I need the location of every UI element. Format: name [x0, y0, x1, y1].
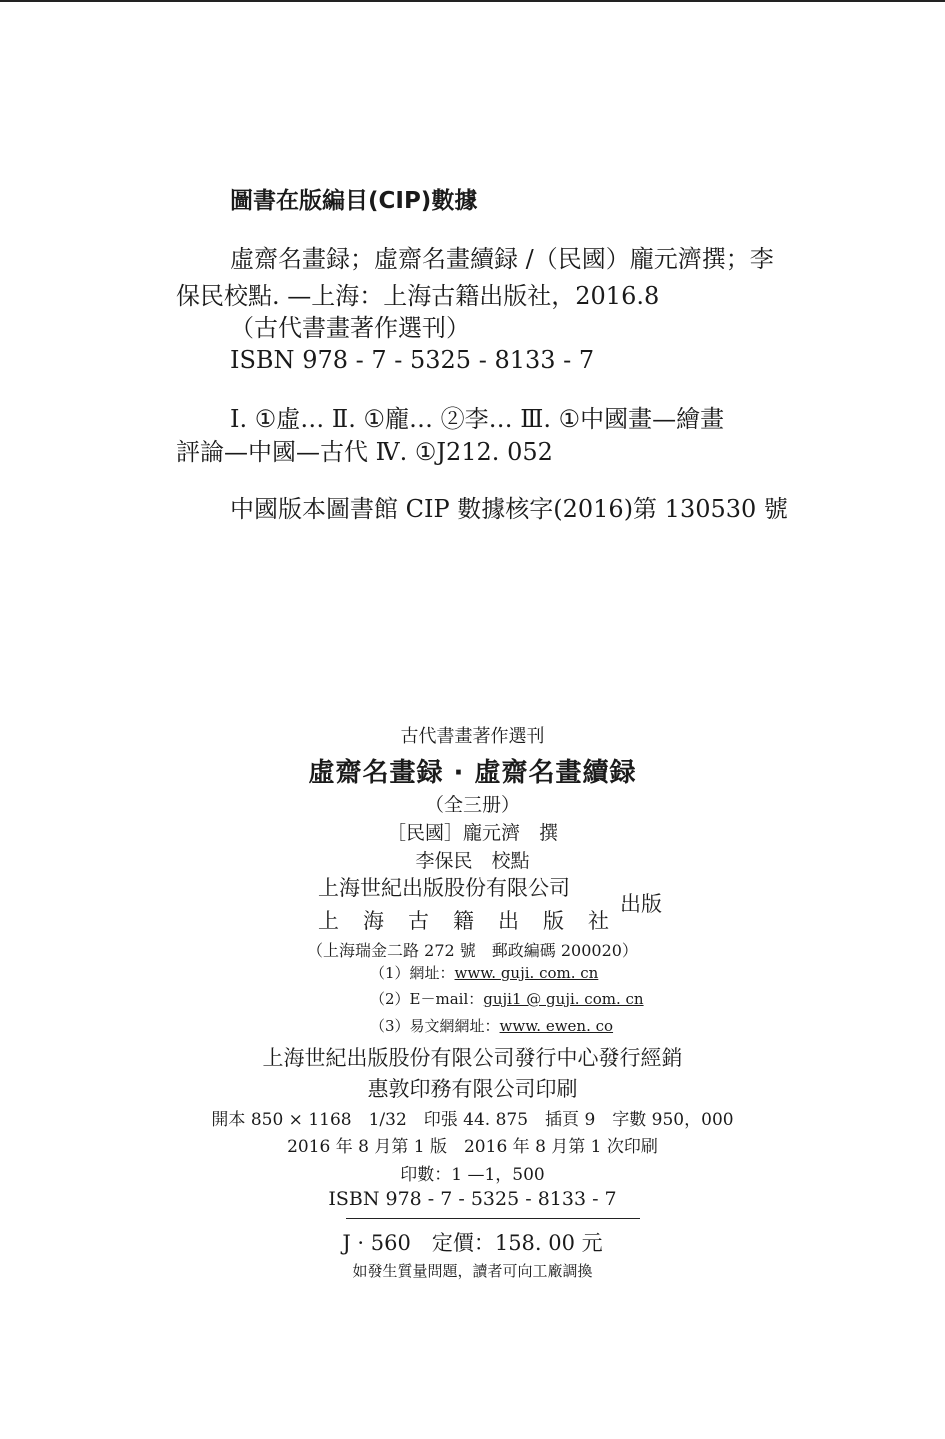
format-specs: 開本 850 × 1168 1/32 印張 44. 875 插頁 9 字數 950，000 — [211, 1110, 734, 1130]
publisher-name: 上海古籍出版社 — [318, 909, 633, 933]
author-credit: ［民國］龐元濟 撰 — [386, 822, 558, 844]
top-border-rule — [0, 0, 945, 2]
ewen-website-label: （3）易文網網址： — [370, 1017, 500, 1035]
cip-line: 評論—中國—古代 Ⅳ. ①J212. 052 — [176, 438, 553, 466]
publisher-block — [318, 872, 678, 936]
publisher-address: （上海瑞金二路 272 號 郵政編碼 200020） — [307, 941, 638, 960]
website-line — [370, 962, 598, 983]
cip-line: 虛齋名畫録；虛齋名畫續録 /（民國）龐元濟撰；李 — [230, 245, 774, 273]
publisher-group: 上海世紀出版股份有限公司 — [318, 876, 570, 900]
series-title: 古代書畫著作選刊 — [400, 726, 545, 747]
editor-credit: 李保民 校點 — [415, 850, 530, 872]
email-line — [370, 988, 644, 1009]
quality-notice: 如發生質量問題，讀者可向工廠調換 — [352, 1262, 593, 1280]
volume-count: （全三册） — [424, 794, 520, 816]
isbn-line: ISBN 978 - 7 - 5325 - 8133 - 7 — [328, 1188, 617, 1210]
email-label: （2）E－mail： — [370, 990, 484, 1008]
cip-line: Ⅰ. ①虛… Ⅱ. ①龐… ②李… Ⅲ. ①中國畫—繪畫 — [230, 405, 725, 433]
website-link[interactable]: www. guji. com. cn — [454, 964, 599, 982]
cip-line: ISBN 978 - 7 - 5325 - 8133 - 7 — [230, 346, 595, 374]
printer-line: 惠敦印務有限公司印刷 — [367, 1077, 578, 1101]
cip-line: 中國版本圖書館 CIP 數據核字(2016)第 130530 號 — [230, 495, 788, 523]
cip-line: （古代書畫著作選刊） — [230, 314, 470, 342]
publish-verb: 出版 — [620, 892, 662, 916]
email-link[interactable]: guji1 @ guji. com. cn — [483, 990, 644, 1008]
price-line: J · 560 定價：158. 00 元 — [342, 1231, 603, 1255]
website-label: （1）網址： — [370, 964, 455, 982]
ewen-website-link[interactable]: www. ewen. co — [499, 1017, 614, 1035]
distributor-line: 上海世紀出版股份有限公司發行中心發行經銷 — [262, 1046, 683, 1070]
cip-line: 保民校點. —上海：上海古籍出版社，2016.8 — [176, 282, 660, 310]
print-run: 印數：1 —1，500 — [400, 1165, 545, 1185]
ewen-website-line — [370, 1015, 613, 1036]
book-title: 虛齋名畫録 · 虛齋名畫續録 — [308, 758, 637, 788]
cip-heading: 圖書在版編目(CIP)數據 — [230, 188, 478, 214]
edition-line: 2016 年 8 月第 1 版 2016 年 8 月第 1 次印刷 — [287, 1137, 658, 1157]
isbn-divider — [346, 1218, 640, 1219]
